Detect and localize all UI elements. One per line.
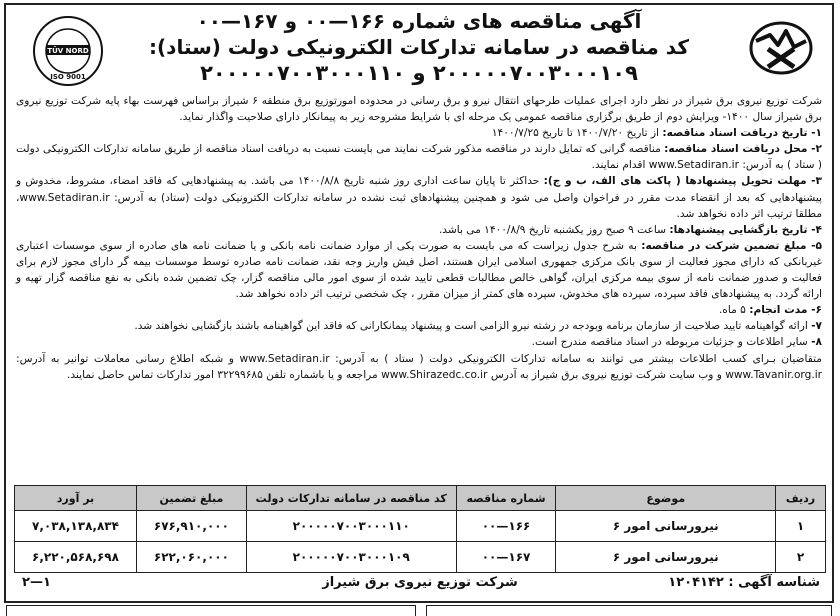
tender-table — [14, 485, 826, 573]
cell-estimate: ۶,۲۲۰,۵۶۸,۶۹۸ — [15, 542, 137, 573]
table-row — [15, 542, 826, 573]
table-row — [15, 511, 826, 542]
item-6: ۶- مدت انجام: ۵ ماه. — [718, 304, 822, 317]
cell-estimate: ۷,۰۳۸,۱۳۸,۸۳۴ — [15, 511, 137, 542]
col-header-guarantee-amount: مبلغ تضمین — [136, 486, 246, 511]
cell-guarantee-amount: ۶۷۶,۹۱۰,۰۰۰ — [136, 511, 246, 542]
item-2: ۲- محل دریافت اسناد مناقصه: مناقصه گرانی که تمایل دارند در مناقصه مذکور شرکت نمایند می بایست نسبت به دریافت اسناد مناقصه از طریق سامانه تدارکات الکترونیکی دولت ( ستاد ) به آدرس: www.Setadiran.ir اقدام نمایند. — [16, 143, 822, 172]
cell-row-number: ۱ — [776, 511, 826, 542]
cell-tender-number: ۱۶۶—۰۰ — [456, 511, 556, 542]
col-header-row-number: ردیف — [776, 486, 826, 511]
cell-subject: نیرورسانی امور ۶ — [556, 511, 776, 542]
next-ad-box-right — [426, 605, 832, 616]
item-8: ۸- سایر اطلاعات و جزئیات مربوطه در اسناد مناقصه مندرج است. — [531, 336, 822, 349]
cell-tender-code: ۲۰۰۰۰۰۷۰۰۳۰۰۰۱۰۹ — [246, 542, 456, 573]
col-header-estimate: بر آورد — [15, 486, 137, 511]
header — [6, 5, 832, 91]
announcement-body — [16, 93, 822, 383]
tavanir-logo-icon — [748, 19, 814, 77]
tuv-nord-iso-seal-icon — [32, 15, 104, 87]
item-3: ۳- مهلت تحویل پیشنهادها ( پاکت های الف، ب و ج): حداکثر تا پایان ساعت اداری روز شنبه تاریخ ۱۴۰۰/۸/۸ می باشد. به پیشنهادهایی که فاقد امضاء، مشروط، مخدوش و پیشنهادهایی که بعد از انقضاء مدت مقرر در فراخوان واصل می شود و همچنین پیشنهادهای ثبت نشده در سامانه تدارکات الکترونیکی دولت (ستاد) به آدرس: www.Setadiran.ir، مطلقا ترتیب اثر داده نخواهد شد. — [16, 175, 822, 220]
cell-tender-number: ۱۶۷—۰۰ — [456, 542, 556, 573]
closing-paragraph: متقاضیان بـرای کسب اطلاعات بیشتر می توانند به سامانه تدارکات الکترونیکی دولت ( ستاد ) به آدرس: www.Setadiran.ir و شبکه اطلاع رسانی معاملات توانیر به آدرس: www.Tavanir.org.ir و وب سایت شرکت توزیع نیروی برق شیراز به آدرس www.Shirazedc.co.ir مراجعه و یا باشماره تلفن ۳۲۲۹۹۶۸۵ امور تدارکات تماس حاصل نمایند. — [16, 352, 822, 381]
company-name: شرکت توزیع نیروی برق شیراز — [322, 575, 518, 590]
col-header-tender-number: شماره مناقصه — [456, 486, 556, 511]
footer — [14, 573, 826, 595]
item-5: ۵- مبلغ تضمین شرکت در مناقصه: به شرح جدول زیراست که می بایست به صورت یکی از موارد ضمانت نامه بانکی و یا ضمانت نامه های صادره از سوی موسسات اعتباری غیربانکی که دارای مجوز فعالیت از سوی بانک مرکزی جمهوری اسلامی ایران هستند، اصل فیش واریز وجه نقد، ضمانت نامه صادره توسط موسسات بیمه گر دارای مجوز لازم برای فعالیت و صدور ضمانت نامه از سوی بیمه مرکزی ایران، گواهی خالص مطالبات قطعی تایید شده از سوی امور مالی مناقصه گزار، چک تضمین شده بانکی به نفع مناقصه گزار تهیه و ارائه گردد. به پیشنهادهای فاقد سپرده، سپرده های مخدوش، سپرده های کمتر از میزان مقرر ، چک شخصی ترتیب اثر داده نخواهد شد. — [16, 239, 822, 301]
title-line-2: کد مناقصه در سامانه تدارکات الکترونیکی دولت (ستاد): — [149, 35, 689, 59]
ad-id: شناسه آگهی : ۱۲۰۴۱۴۲ — [668, 575, 820, 590]
cell-guarantee-amount: ۶۲۲,۰۶۰,۰۰۰ — [136, 542, 246, 573]
item-4: ۴- تاریخ بازگشایی پیشنهادها: ساعت ۹ صبح روز یکشنبه تاریخ ۱۴۰۰/۸/۹ می باشد. — [438, 223, 822, 236]
svg-text:TÜV NORD: TÜV NORD — [47, 47, 89, 55]
next-ad-strip — [4, 603, 834, 613]
item-1: ۱- تاریخ دریافت اسناد مناقصه: از تاریخ ۱۴۰۰/۷/۲۰ تا تاریخ ۱۴۰۰/۷/۲۵ — [491, 127, 822, 140]
tender-table-wrap — [14, 485, 826, 573]
next-ad-box-left — [6, 605, 416, 616]
svg-text:ISO 9001: ISO 9001 — [50, 73, 86, 81]
announcement-frame — [4, 3, 834, 603]
cell-subject: نیرورسانی امور ۶ — [556, 542, 776, 573]
col-header-subject: موضوع — [556, 486, 776, 511]
title-line-1: آگهی مناقصه های شماره ۱۶۶—۰۰ و ۱۶۷—۰۰ — [196, 9, 642, 33]
item-7: ۷- ارائه گواهینامه تایید صلاحیت از سازمان برنامه وبودجه در رشته نیرو الزامی است و پیشنهاد پیمانکارانی که فاقد این گواهینامه باشند بازگشایی نخواهند شد. — [134, 320, 822, 333]
page-indicator: ۱—۲ — [22, 575, 51, 590]
intro-paragraph: شرکت توزیع نیروی برق شیراز در نظر دارد اجرای عملیات طرحهای انتقال نیرو و برق رسانی در محدوده امورتوزیع برق منطقه ۶ شیراز براساس فهرست بهاء پایه شرکت توزیع نیروی برق شیراز سال ۱۴۰۰- ویرایش دوم از طریق برگزاری مناقصه عمومی یک مرحله ای با شرایط مشروحه زیر به پیمانکار دارای صلاحیت واگذار نماید. — [16, 95, 823, 124]
table-header-row — [15, 486, 826, 511]
cell-tender-code: ۲۰۰۰۰۰۷۰۰۳۰۰۰۱۱۰ — [246, 511, 456, 542]
col-header-tender-code: کد مناقصه در سامانه تدارکات دولت — [246, 486, 456, 511]
cell-row-number: ۲ — [776, 542, 826, 573]
title-line-3: ۲۰۰۰۰۰۷۰۰۳۰۰۰۱۰۹ و ۲۰۰۰۰۰۷۰۰۳۰۰۰۱۱۰ — [200, 61, 638, 85]
